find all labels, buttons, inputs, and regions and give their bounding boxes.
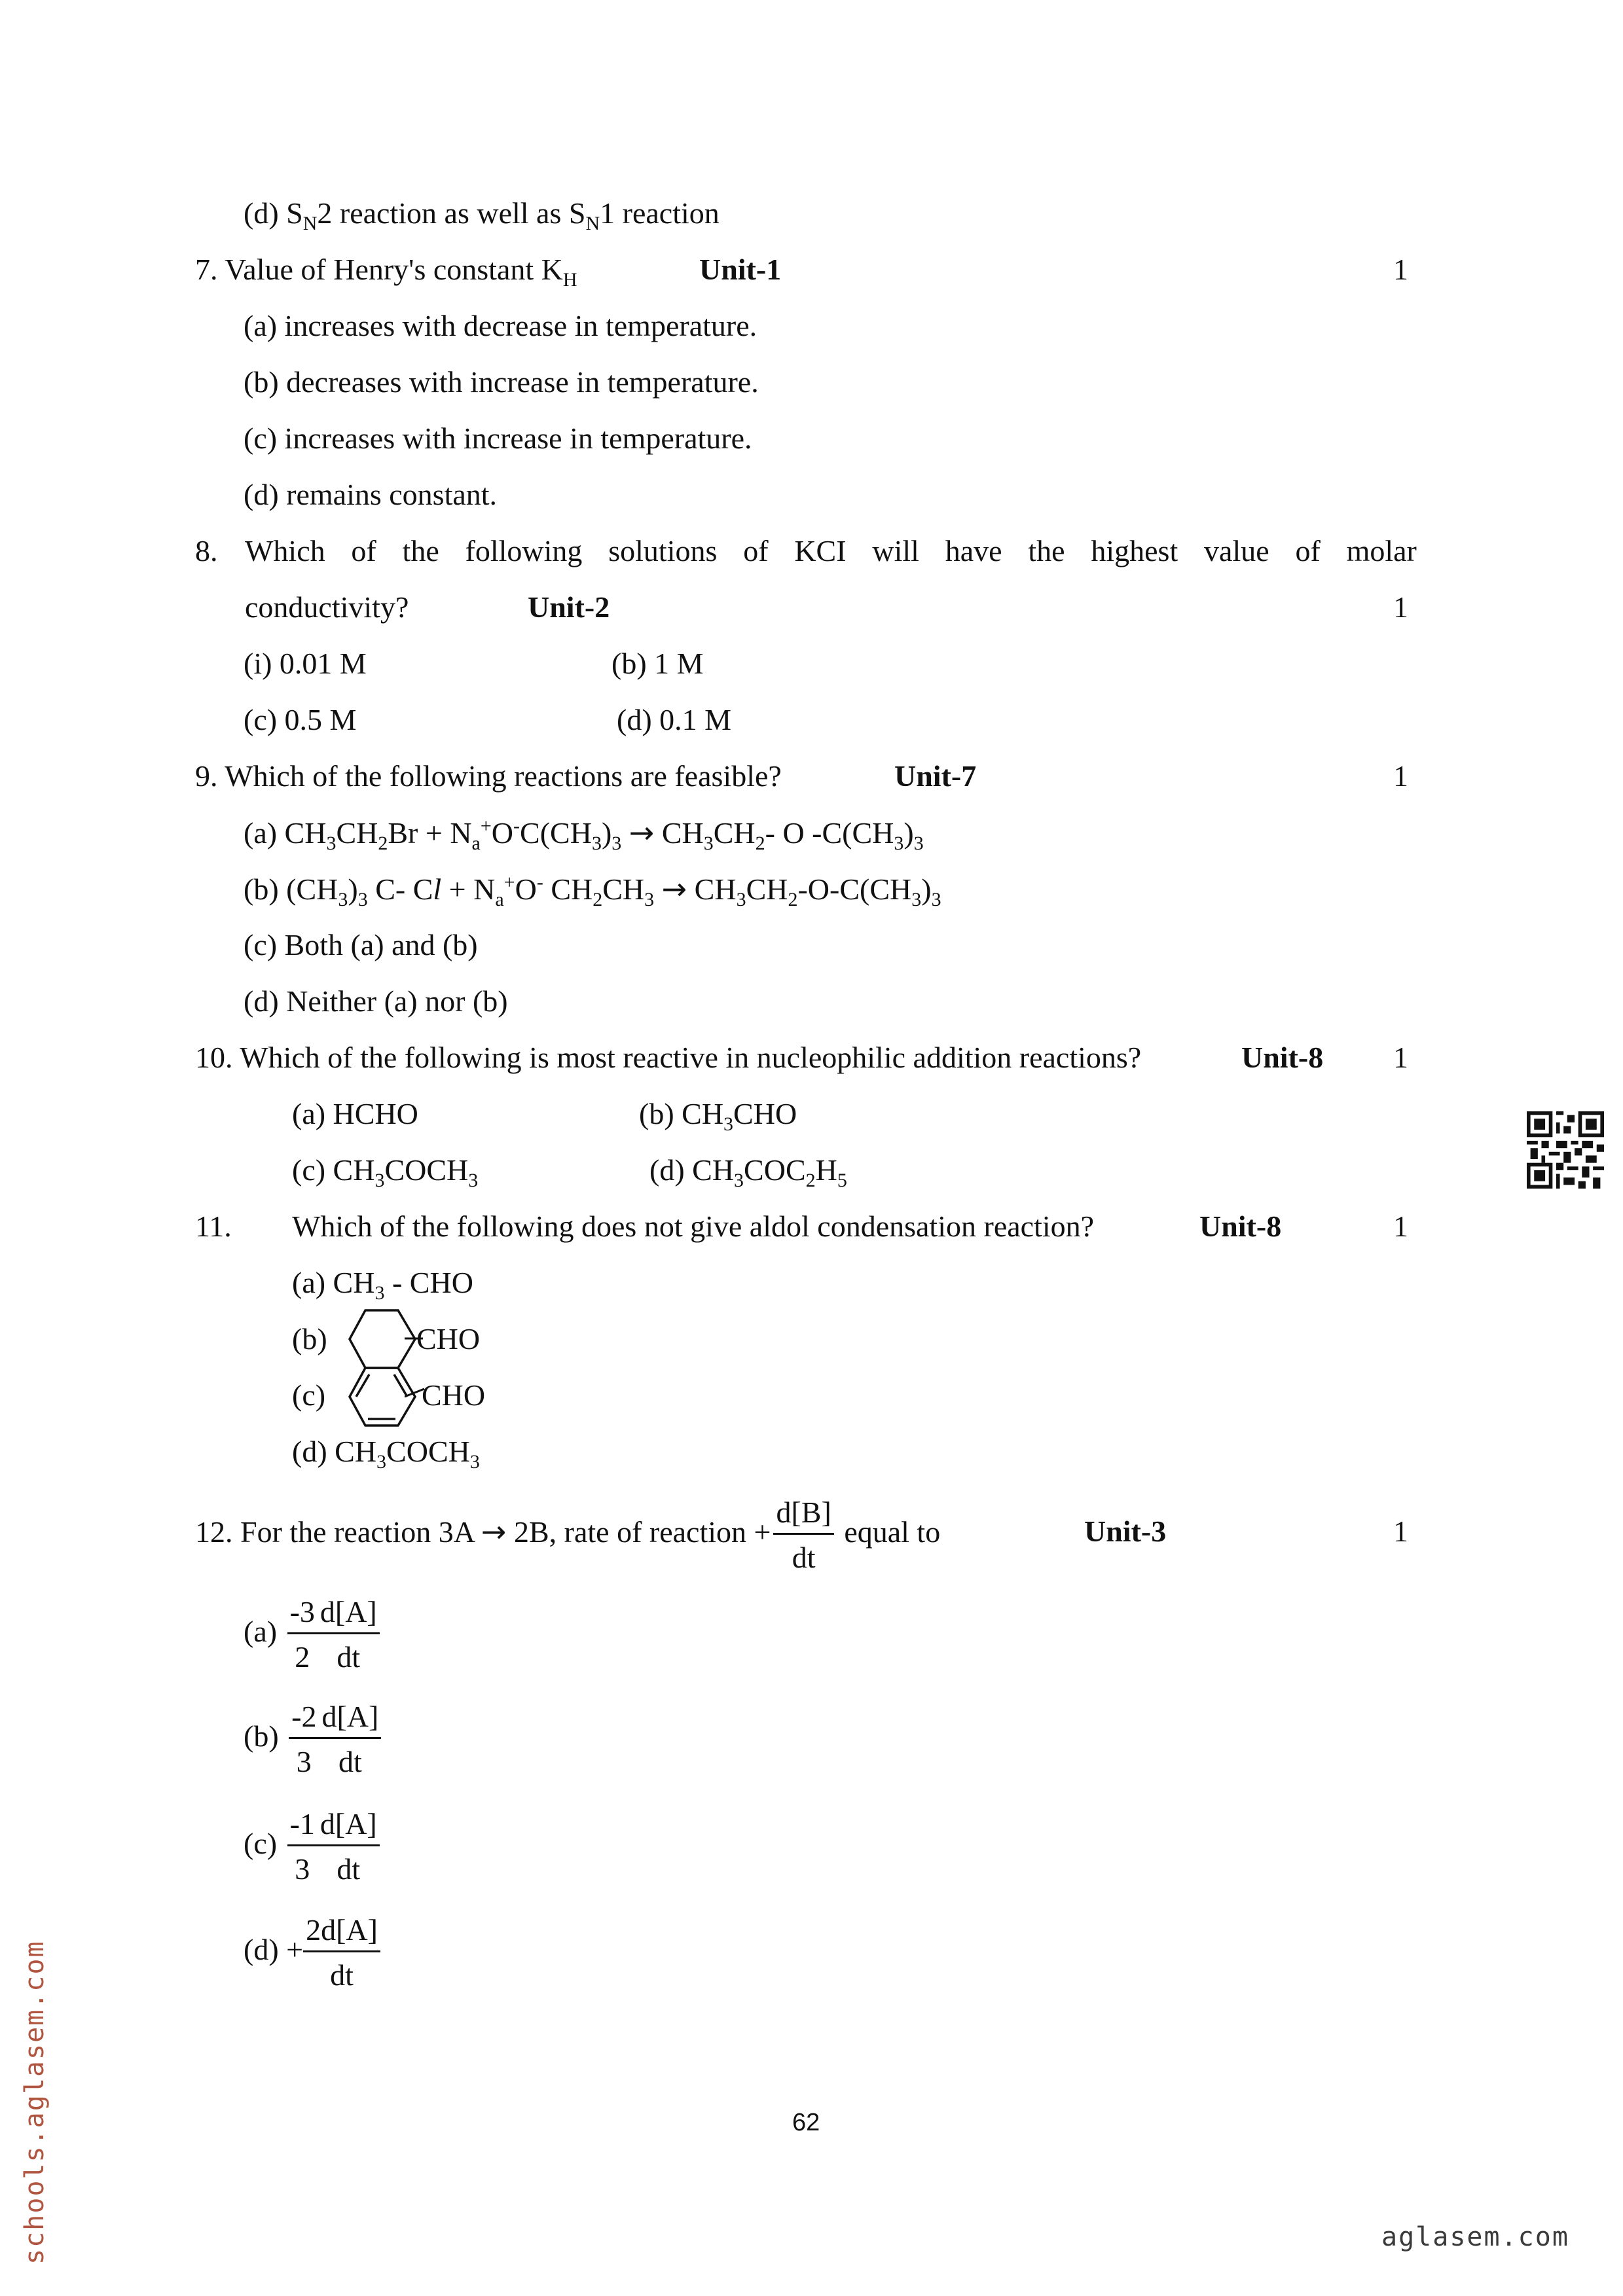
q7-option-d: (d) remains constant. [244, 478, 498, 511]
q8-text: Which of the following solutions of KCI will have the highest value of molar [245, 534, 1417, 567]
q7-option-b: (b) decreases with increase in temperature. [244, 365, 759, 399]
q11-option-b-label: (b) [292, 1322, 327, 1355]
q7-option-a: (a) increases with decrease in temperature. [244, 309, 757, 342]
q10-unit: Unit-8 [1241, 1041, 1324, 1074]
q9-option-a: (a) $CH_3CH_2Br + N_a^+O^-C(CH_3)_3 \to CH_3CH_2-$ O $-C(CH_3)_3$ [244, 815, 924, 855]
q10-option-a: (a) HCHO [292, 1097, 418, 1130]
q12-marks: 1 [1393, 1515, 1408, 1548]
q9-unit: Unit-7 [894, 759, 977, 793]
page-number: 62 [792, 2109, 820, 2136]
q8-unit: Unit-2 [528, 590, 610, 624]
q8-option-d: (d) 0.1 M [617, 703, 732, 736]
watermark-right: aglasem.com [1381, 2222, 1569, 2252]
watermark-left: schools.aglasem.com [20, 1940, 50, 2265]
q10-marks: 1 [1393, 1041, 1408, 1074]
q12-unit: Unit-3 [1084, 1515, 1167, 1548]
q11-option-a: (a) $CH_3$ - CHO [292, 1266, 473, 1304]
q11-number: 11. [195, 1210, 232, 1243]
q12-option-c: (c) $\frac{-1}{3}$ $\frac{d[A]}{dt}$ [244, 1801, 382, 1888]
q8-option-i: (i) 0.01 M [244, 647, 367, 680]
q9-option-c: (c) Both (a) and (b) [244, 928, 478, 961]
q7-option-c: (c) increases with increase in temperature. [244, 422, 752, 455]
q6-option-d: (d) $S_N2$ reaction as well as $S_N1$ reaction [244, 196, 720, 235]
q12-option-b: (b) $\frac{-2}{3}$ $\frac{d[A]}{dt}$ [244, 1694, 384, 1781]
q8-number: 8. [195, 534, 218, 567]
q12-option-a: (a) $\frac{-3}{2}$ $\frac{d[A]}{dt}$ [244, 1589, 382, 1676]
q12-option-d: (d) + $\frac{2d[A]}{dt}$ [244, 1907, 383, 1994]
q7-marks: 1 [1393, 253, 1408, 286]
q8-option-b: (b) 1 M [611, 647, 704, 680]
q11-unit: Unit-8 [1199, 1210, 1282, 1243]
qr-code-image [1527, 1111, 1604, 1189]
q7-unit: Unit-1 [699, 253, 782, 286]
q12-text: 12. For the reaction 3A → 2B, rate of reaction + $\frac{d[B]}{dt}$ equal to [195, 1489, 940, 1577]
cho-bond-b [405, 1335, 424, 1342]
q8-marks: 1 [1393, 590, 1408, 624]
q11-option-b-cho: CHO [416, 1322, 481, 1355]
q8-text-line2: conductivity? [245, 590, 409, 624]
q10-option-c: (c) $CH_3COCH_3$ [292, 1153, 479, 1192]
q9-text: 9. Which of the following reactions are feasible? [195, 759, 782, 793]
q10-option-d: (d) $CH_3COC_2H_5$ [649, 1153, 847, 1192]
q11-marks: 1 [1393, 1210, 1408, 1243]
q8-option-c: (c) 0.5 M [244, 703, 357, 736]
q12-rate-fraction: $\frac{d[B]}{dt}$ [773, 1494, 833, 1577]
q9-marks: 1 [1393, 759, 1408, 793]
q7-text: 7. Value of Henry's constant $K_H$ [195, 253, 577, 291]
q11-option-c-cho: CHO [422, 1378, 486, 1412]
q9-option-d: (d) Neither (a) nor (b) [244, 984, 508, 1018]
q9-option-b: (b) $(CH_3)_3$ C- $Cl + N_a^+O^-$ $CH_2CH_3 \to CH_3CH_2-O-C(CH_3)_3$ [244, 871, 941, 911]
q10-text: 10. Which of the following is most reactive in nucleophilic addition reactions? [195, 1041, 1142, 1074]
q11-option-d: (d) $CH_3COCH_3$ [292, 1435, 480, 1473]
q10-option-b: (b) $CH_3CHO$ [639, 1097, 797, 1136]
q11-text: Which of the following does not give aldol condensation reaction? [292, 1210, 1095, 1243]
q11-option-c-label: (c) [292, 1378, 326, 1412]
